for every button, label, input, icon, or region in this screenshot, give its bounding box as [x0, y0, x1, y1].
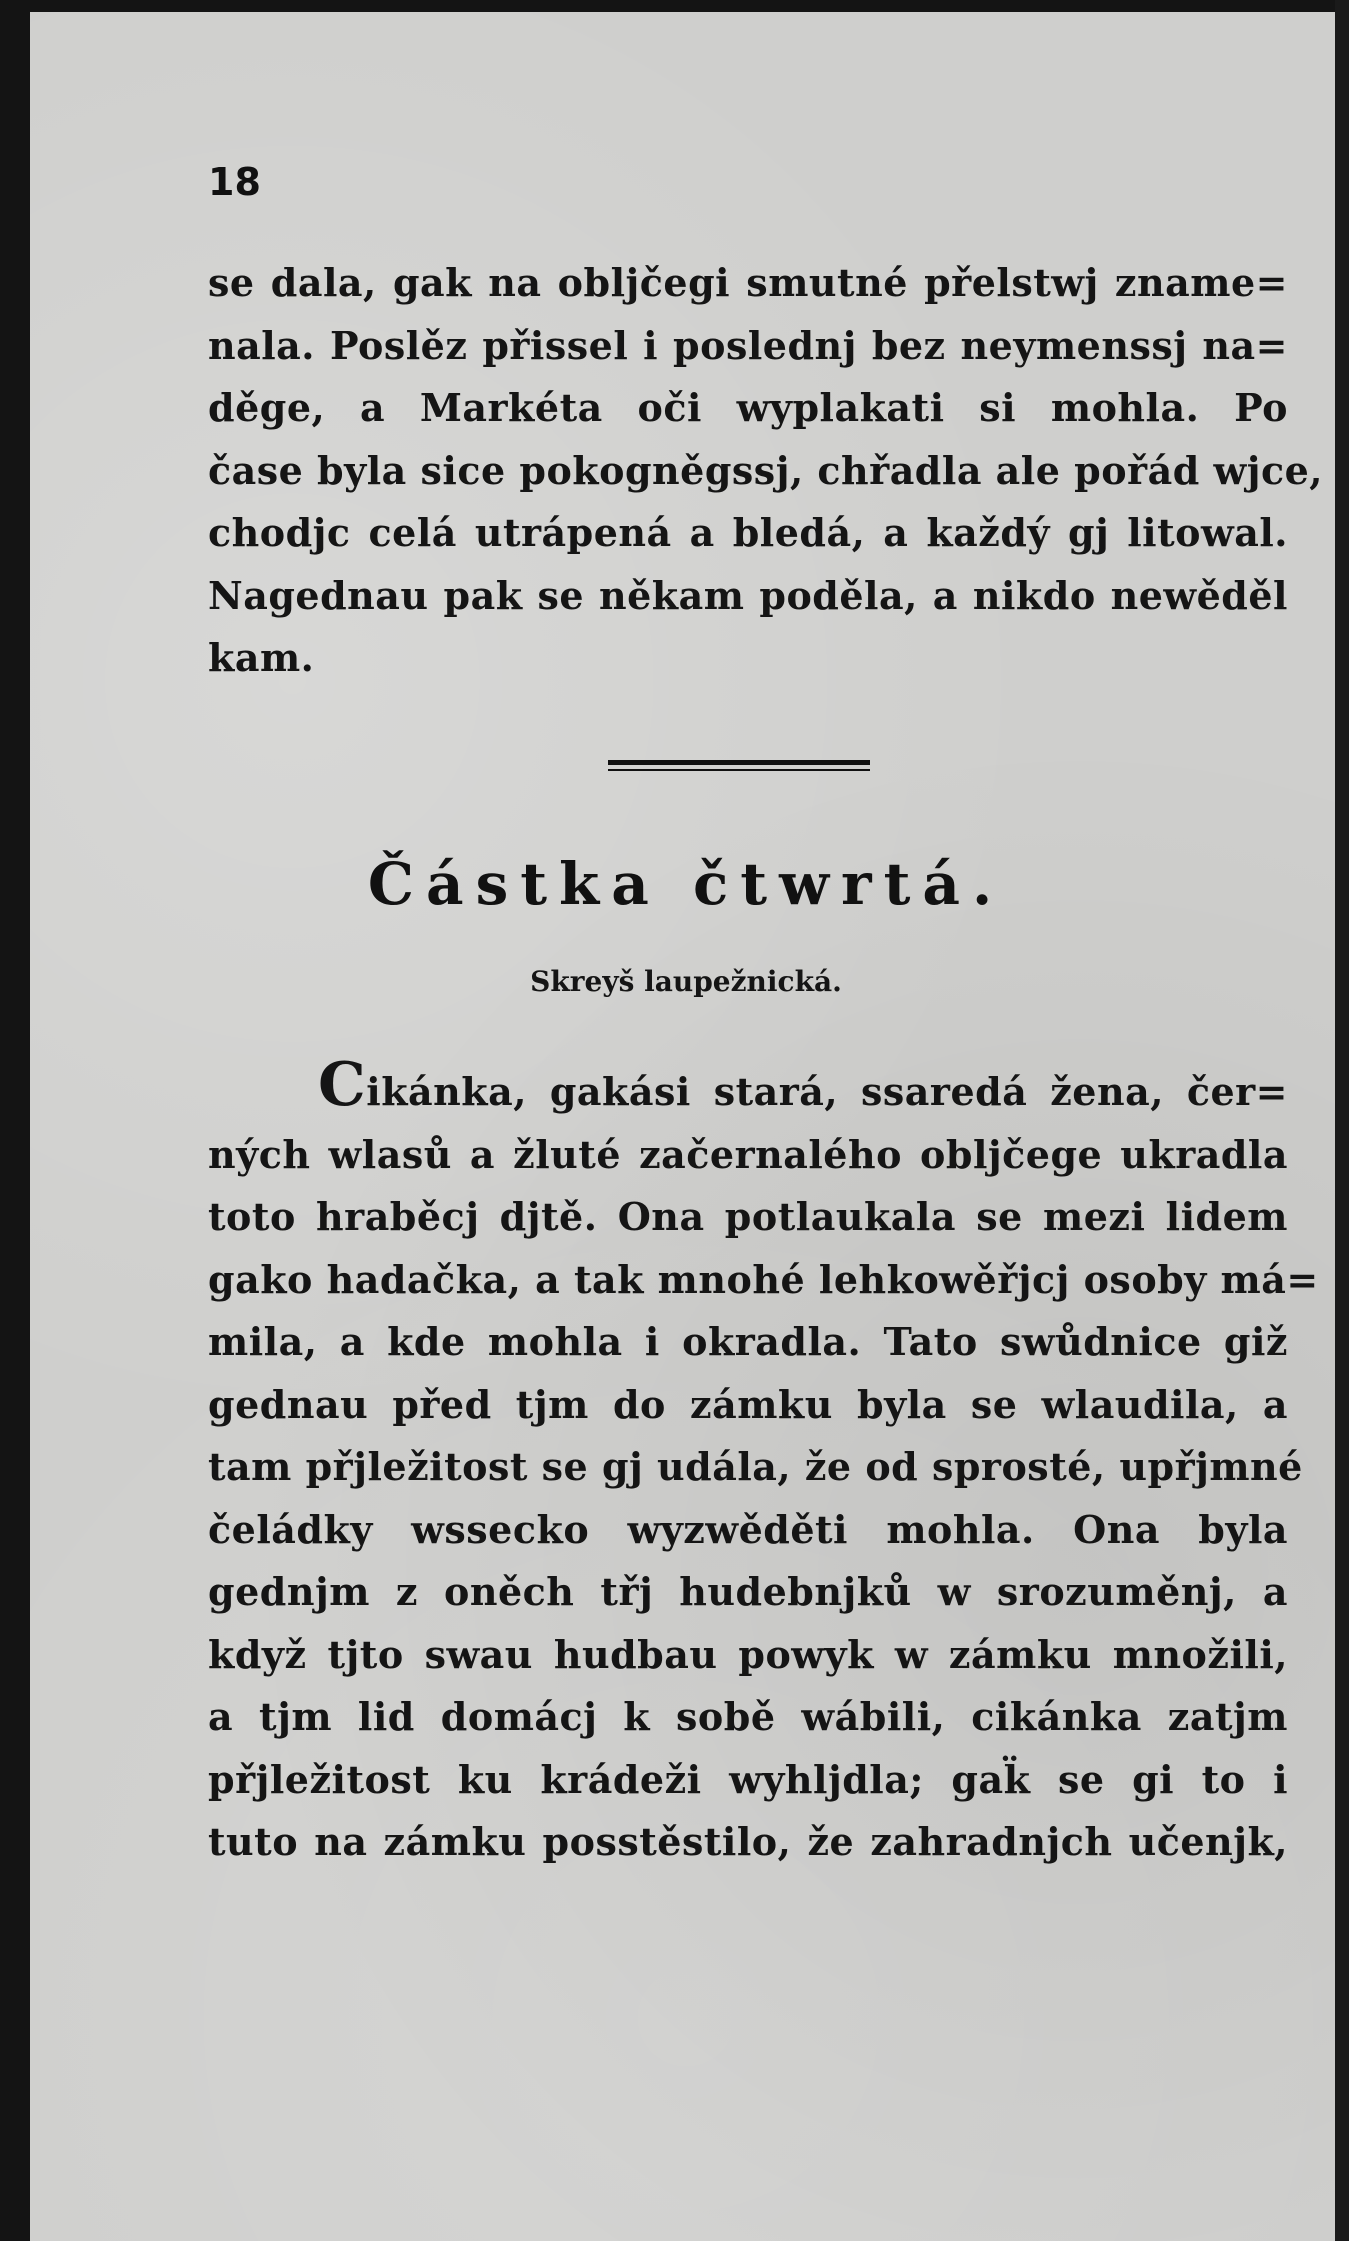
page-number: 18 [208, 160, 261, 204]
page-edge-shadow [1335, 0, 1349, 2241]
book-page [30, 12, 1342, 2241]
paragraph-line: chodjc celá utrápená a bledá, a každý gj litowal. [208, 510, 1288, 555]
paragraph-line: nala. Poslěz přissel i poslednj bez neymenssj na= [208, 322, 1288, 368]
paragraph-line: a tjm lid domácj k sobě wábili, cikánka zatjm [208, 1694, 1288, 1739]
drop-cap: C [318, 1050, 367, 1120]
section-divider-thin [608, 769, 870, 771]
paragraph-line: tuto na zámku posstěstilo, že zahradnjch učenjk, [208, 1819, 1288, 1864]
paragraph-first-line [208, 1050, 1288, 1124]
paragraph-line: ných wlasů a žluté začernalého obljčege ukradla [208, 1131, 1288, 1177]
section-divider [608, 760, 870, 765]
paragraph-line: tam přjležitost se gj udála, že od sprosté, upřjmné [208, 1444, 1303, 1489]
paragraph-line: přjležitost ku krádeži wyhljdla; gak̈ se gi to i [208, 1756, 1288, 1802]
paragraph-2 [208, 1050, 1319, 1874]
paragraph-line: když tjto swau hudbau powyk w zámku množili, [208, 1631, 1288, 1677]
paragraph-line: gako hadačka, a tak mnohé lehkowěřjcj osoby má= [208, 1256, 1319, 1302]
paragraph-1 [208, 252, 1323, 690]
paragraph-line: děge, a Markéta oči wyplakati si mohla. Po [208, 385, 1288, 430]
paragraph-line: čeládky wsseckо wyzwěděti mohla. Ona byla [208, 1506, 1288, 1552]
chapter-title: Částka čtwrtá. [367, 850, 1005, 918]
paragraph-line: Nagednau pak se někam poděla, a nikdo newěděl [208, 572, 1288, 618]
paragraph-line: mila, a kde mohla i okradla. Tato swůdnice giž [208, 1319, 1288, 1364]
paragraph-line-text: ikánka, gakási stará, ssaredá žena, čer= [366, 1069, 1288, 1114]
paragraph-line: kam. [208, 635, 315, 680]
paragraph-line: se dala, gak na obljčegi smutné přelstwj zname= [208, 260, 1288, 305]
chapter-subtitle: Skreyš laupežnická. [530, 965, 842, 998]
paragraph-line: toto hraběcj djtě. Ona potlaukala se mezi lidem [208, 1194, 1288, 1239]
paragraph-line: gednau před tjm do zámku byla se wlaudila, a [208, 1381, 1288, 1427]
paragraph-line: gednjm z oněch třj hudebnjků w srozuměnj, a [208, 1569, 1288, 1614]
paragraph-line: čase byla sice pokogněgssj, chřadla ale pořád wjce, [208, 447, 1323, 493]
